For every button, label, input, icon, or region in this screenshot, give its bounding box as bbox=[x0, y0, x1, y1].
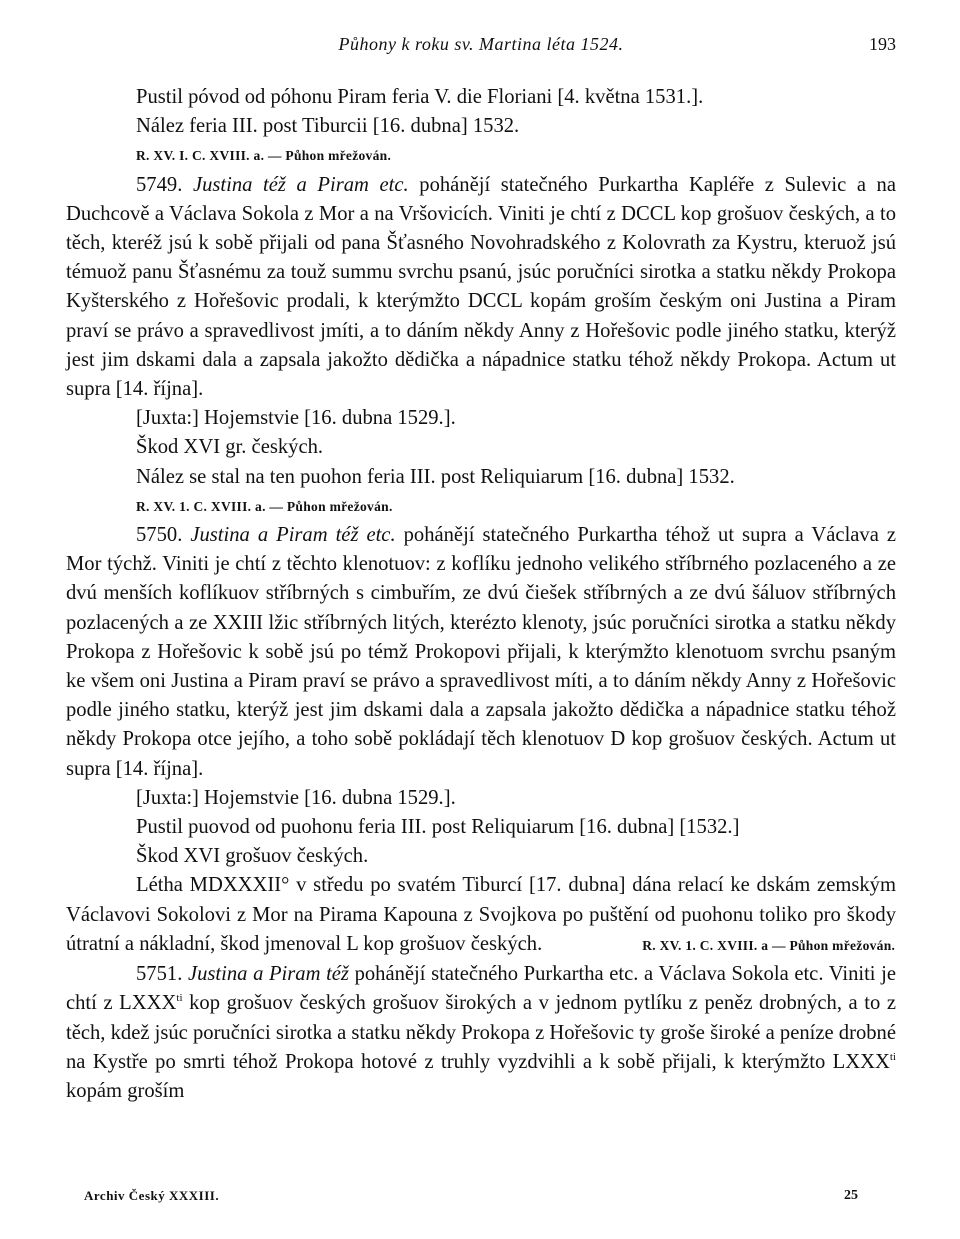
previous-entry-tail bbox=[66, 83, 896, 112]
sheet-number: 25 bbox=[844, 1188, 858, 1203]
record-signature: R. XV. 1. C. XVIII. a. — Půhon mřežován. bbox=[136, 498, 393, 514]
entry-number: 5750. bbox=[136, 524, 183, 547]
entry-body-a: pohánějí statečného Purkartha etc. a Václava Sokola etc. Viniti je chtí z LXXX bbox=[66, 963, 897, 1015]
entry-body-c: kopám groším bbox=[66, 1079, 185, 1102]
entry-parties: Justina a Piram též etc. bbox=[190, 524, 396, 547]
signature-mark: Archiv Český XXXIII. bbox=[84, 1188, 220, 1203]
entry-parties: Justina též a Piram etc. bbox=[192, 173, 409, 196]
entry-body: pohánějí statečného Purkartha Kapléře z Sulevic a na Duchcově a Václava Sokola z Mor a na Vršovicích. Viniti je chtí z DCCL kop grošuov českých, a to těch, kteréž jsú k sobě přijali od pana Šťasného Novohradského z Kolovrath za Kystru, kteruož jsú témuož panu Šťasnému za touž summu svrchu psanú, jsúc poručníci sirotka a statku někdy Prokopa Kyšterského z Hořešovic prodali, k kterýmžto DCCL kopám groším českým oni Justina a Piram praví se právo a spravedlivost jmíti, a to dáním někdy Anny z Hořešovic podle jiného statku, kterýž jest jim dskami dala a zapsala jakožto dědička a nápadnice statku téhož někdy Prokopa. Actum ut supra [14. října]. bbox=[66, 173, 896, 401]
record-signature: R. XV. 1. C. XVIII. a — Půhon mřežován. bbox=[642, 937, 896, 953]
entry-5751 bbox=[66, 960, 896, 1106]
relace-text: Létha MDXXXII° v středu po svatém Tiburcí [17. dubna] dána relací ke dskám zemským Václavovi Sokolovi z Mor na Pirama Kapouna z Svojkova po puštění od puohonu toliko pro škody útratní a nákladní, škod jmenoval L kop grošuov českých. bbox=[66, 874, 896, 955]
entry-number: 5751. bbox=[136, 963, 183, 986]
entry-5750 bbox=[66, 521, 896, 784]
entry-number: 5749. bbox=[136, 173, 183, 196]
entry-body-b: kop grošuov českých grošuov širokých a v jednom pytlíku z peněz drobných, a to z těch, kdež jsúc poručníci sirotka a statku někdy Prokopa z Hořešovic ty groše široké a peníze drobné na Kystře po smrti téhož Prokopa hotové z truhly vyzdvihli a k sobě přijali, k kterýmžto LXXX bbox=[66, 992, 897, 1073]
page-footer bbox=[66, 1188, 896, 1208]
page-number: 193 bbox=[869, 34, 896, 54]
record-signature: R. XV. I. C. XVIII. a. — Půhon mřežován. bbox=[136, 148, 392, 164]
page-header bbox=[66, 34, 896, 60]
skod-line: Škod XVI gr. českých. bbox=[136, 436, 324, 459]
relace-paragraph bbox=[66, 871, 896, 960]
superscript: ti bbox=[889, 1050, 896, 1063]
superscript: ti bbox=[176, 992, 183, 1005]
nalez-line: Nález feria III. post Tiburcii [16. dubna] 1532. bbox=[136, 115, 520, 138]
juxta-line: [Juxta:] Hojemstvie [16. dubna 1529.]. bbox=[136, 786, 456, 809]
running-title: Půhony k roku sv. Martina léta 1524. bbox=[338, 34, 624, 54]
skod-line: Škod XVI grošuov českých. bbox=[136, 845, 369, 868]
entry-body: pohánějí statečného Purkartha téhož ut supra a Václava z Mor týchž. Viniti je chtí z těchto klenotuov: z koflíku jednoho velikého stříbrného pozlaceného a ze dvú menších koflíkuov stříbrných s cimbuřím, ze dvú čiešek stříbrných a ze dvú šáluov stříbrných pozlacených a ze XXIII lžic stříbrných litých, kterézto klenoty, jsúc poručníci sirotka a statku někdy Prokopa z Hořešovic k sobě jsú po témž Prokopovi přijali, k kterýmžto klenotuom svrchu psaným ke všem oni Justina a Piram praví se právo a spravedlivost míti, a to dáním někdy Anny z Hořešovic podle jiného statku, kterýž jest jim dskami dala a zapsala jakožto dědička a nápadnice statku téhož někdy Prokopa otce jejího, a toho sobě pokládají těch klenotuov D kop grošuov českých. Actum ut supra [14. října]. bbox=[66, 524, 896, 780]
nalez-line: Nález se stal na ten puohon feria III. post Reliquiarum [16. dubna] 1532. bbox=[136, 465, 735, 488]
main-text bbox=[66, 83, 896, 1106]
pustil-line: Pustil puovod od puohonu feria III. post Reliquiarum [16. dubna] [1532.] bbox=[136, 816, 740, 839]
pustil-line: Pustil póvod od póhonu Piram feria V. die Floriani [4. května 1531.]. bbox=[136, 86, 704, 108]
juxta-line: [Juxta:] Hojemstvie [16. dubna 1529.]. bbox=[136, 407, 456, 430]
entry-5749 bbox=[66, 171, 896, 405]
entry-parties: Justina a Piram též bbox=[187, 963, 349, 986]
